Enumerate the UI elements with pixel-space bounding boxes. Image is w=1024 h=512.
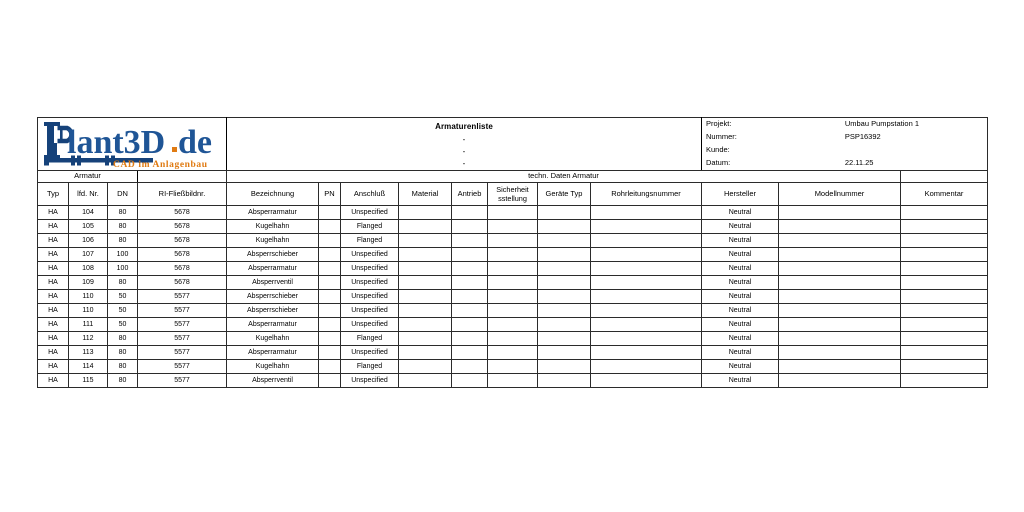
group-header-spacer-right xyxy=(901,171,988,183)
col-header-hersteller: Hersteller xyxy=(702,183,779,206)
cell-ri-nr: 5577 xyxy=(138,374,227,388)
cell-lfd-nr: 108 xyxy=(69,262,108,276)
cell-bezeichnung: Absperrarmatur xyxy=(227,346,319,360)
cell-antrieb xyxy=(452,360,488,374)
cell-dn: 80 xyxy=(108,220,138,234)
cell-rohrleitungsnummer xyxy=(591,346,702,360)
cell-kommentar xyxy=(901,248,988,262)
cell-hersteller: Neutral xyxy=(702,290,779,304)
cell-geraete-typ xyxy=(538,346,591,360)
cell-hersteller: Neutral xyxy=(702,248,779,262)
cell-sicherheitsstellung xyxy=(488,346,538,360)
logo-dot xyxy=(172,147,177,152)
cell-pn xyxy=(319,262,341,276)
cell-bezeichnung: Absperrventil xyxy=(227,276,319,290)
cell-sicherheitsstellung xyxy=(488,290,538,304)
cell-rohrleitungsnummer xyxy=(591,206,702,220)
page-title: Armaturenliste xyxy=(435,122,493,131)
cell-anschluss: Unspecified xyxy=(341,248,399,262)
col-header-anschluss: Anschluß xyxy=(341,183,399,206)
table-row[interactable] xyxy=(38,276,988,290)
cell-sicherheitsstellung xyxy=(488,304,538,318)
cell-anschluss: Unspecified xyxy=(341,290,399,304)
cell-bezeichnung: Absperrventil xyxy=(227,374,319,388)
cell-antrieb xyxy=(452,304,488,318)
cell-pn xyxy=(319,248,341,262)
cell-sicherheitsstellung xyxy=(488,276,538,290)
cell-antrieb xyxy=(452,346,488,360)
cell-bezeichnung: Absperrschieber xyxy=(227,304,319,318)
cell-sicherheitsstellung xyxy=(488,360,538,374)
cell-material xyxy=(399,206,452,220)
cell-lfd-nr: 109 xyxy=(69,276,108,290)
cell-hersteller: Neutral xyxy=(702,374,779,388)
cell-kommentar xyxy=(901,290,988,304)
cell-kommentar xyxy=(901,360,988,374)
cell-material xyxy=(399,290,452,304)
cell-lfd-nr: 105 xyxy=(69,220,108,234)
cell-pn xyxy=(319,206,341,220)
cell-dn: 50 xyxy=(108,290,138,304)
cell-pn xyxy=(319,234,341,248)
cell-material xyxy=(399,276,452,290)
cell-rohrleitungsnummer xyxy=(591,248,702,262)
col-header-material: Material xyxy=(399,183,452,206)
cell-modellnummer xyxy=(779,206,901,220)
cell-modellnummer xyxy=(779,234,901,248)
meta-row-datum xyxy=(702,157,987,170)
cell-modellnummer xyxy=(779,276,901,290)
cell-lfd-nr: 115 xyxy=(69,374,108,388)
cell-bezeichnung: Kugelhahn xyxy=(227,234,319,248)
title-line-2: - xyxy=(462,147,466,157)
meta-row-kunde xyxy=(702,144,987,157)
cell-geraete-typ xyxy=(538,220,591,234)
cell-antrieb xyxy=(452,276,488,290)
cell-sicherheitsstellung xyxy=(488,318,538,332)
cell-dn: 80 xyxy=(108,346,138,360)
cell-geraete-typ xyxy=(538,360,591,374)
cell-pn xyxy=(319,304,341,318)
cell-pn xyxy=(319,346,341,360)
cell-hersteller: Neutral xyxy=(702,276,779,290)
table-row[interactable] xyxy=(38,318,988,332)
title-line-1: - xyxy=(462,135,466,145)
cell-typ: HA xyxy=(38,360,69,374)
title-band-row xyxy=(38,118,988,171)
cell-anschluss: Flanged xyxy=(341,332,399,346)
cell-pn xyxy=(319,332,341,346)
cell-geraete-typ xyxy=(538,234,591,248)
cell-ri-nr: 5577 xyxy=(138,346,227,360)
col-header-geraete-typ: Geräte Typ xyxy=(538,183,591,206)
cell-anschluss: Unspecified xyxy=(341,262,399,276)
cell-modellnummer xyxy=(779,374,901,388)
meta-cell xyxy=(702,118,988,171)
cell-geraete-typ xyxy=(538,318,591,332)
cell-anschluss: Flanged xyxy=(341,360,399,374)
cell-lfd-nr: 104 xyxy=(69,206,108,220)
cell-dn: 80 xyxy=(108,206,138,220)
cell-ri-nr: 5577 xyxy=(138,318,227,332)
cell-dn: 100 xyxy=(108,262,138,276)
logo-cell xyxy=(38,118,227,171)
meta-value-nummer: PSP16392 xyxy=(844,132,881,142)
meta-value-projekt: Umbau Pumpstation 1 xyxy=(844,119,920,129)
cell-modellnummer xyxy=(779,248,901,262)
cell-lfd-nr: 112 xyxy=(69,332,108,346)
cell-lfd-nr: 106 xyxy=(69,234,108,248)
cell-typ: HA xyxy=(38,220,69,234)
cell-rohrleitungsnummer xyxy=(591,360,702,374)
table-row[interactable] xyxy=(38,346,988,360)
logo-tagline: CAD im Anlagenbau xyxy=(113,159,208,169)
cell-sicherheitsstellung xyxy=(488,248,538,262)
table-row[interactable] xyxy=(38,220,988,234)
cell-ri-nr: 5678 xyxy=(138,220,227,234)
title-cell xyxy=(227,118,702,171)
cell-lfd-nr: 114 xyxy=(69,360,108,374)
cell-material xyxy=(399,374,452,388)
cell-antrieb xyxy=(452,206,488,220)
cell-pn xyxy=(319,374,341,388)
cell-hersteller: Neutral xyxy=(702,262,779,276)
cell-anschluss: Unspecified xyxy=(341,276,399,290)
cell-ri-nr: 5678 xyxy=(138,248,227,262)
plant3d-logo xyxy=(38,119,226,170)
cell-hersteller: Neutral xyxy=(702,332,779,346)
col-header-ri-fliessbildnr: RI-Fließbildnr. xyxy=(138,183,227,206)
cell-hersteller: Neutral xyxy=(702,206,779,220)
cell-dn: 50 xyxy=(108,318,138,332)
cell-geraete-typ xyxy=(538,248,591,262)
cell-rohrleitungsnummer xyxy=(591,318,702,332)
table-row[interactable] xyxy=(38,248,988,262)
col-header-rohrleitungsnummer: Rohrleitungsnummer xyxy=(591,183,702,206)
cell-dn: 80 xyxy=(108,276,138,290)
table-row[interactable] xyxy=(38,304,988,318)
cell-hersteller: Neutral xyxy=(702,220,779,234)
cell-ri-nr: 5678 xyxy=(138,206,227,220)
group-header-techn-daten: techn. Daten Armatur xyxy=(227,171,901,183)
cell-dn: 50 xyxy=(108,304,138,318)
cell-modellnummer xyxy=(779,290,901,304)
cell-modellnummer xyxy=(779,346,901,360)
cell-pn xyxy=(319,276,341,290)
col-header-sicherheitsstellung xyxy=(488,183,538,206)
cell-typ: HA xyxy=(38,304,69,318)
meta-row-nummer xyxy=(702,131,987,144)
cell-antrieb xyxy=(452,220,488,234)
col-header-dn: DN xyxy=(108,183,138,206)
cell-geraete-typ xyxy=(538,262,591,276)
cell-typ: HA xyxy=(38,290,69,304)
cell-geraete-typ xyxy=(538,290,591,304)
meta-label-kunde: Kunde: xyxy=(706,145,730,155)
cell-anschluss: Unspecified xyxy=(341,318,399,332)
cell-kommentar xyxy=(901,220,988,234)
cell-bezeichnung: Kugelhahn xyxy=(227,332,319,346)
cell-bezeichnung: Absperrarmatur xyxy=(227,318,319,332)
cell-pn xyxy=(319,290,341,304)
group-header-spacer xyxy=(138,171,227,183)
pipe-letter-p-logo xyxy=(41,120,225,169)
cell-rohrleitungsnummer xyxy=(591,332,702,346)
cell-hersteller: Neutral xyxy=(702,360,779,374)
cell-lfd-nr: 107 xyxy=(69,248,108,262)
project-meta-table xyxy=(702,118,987,170)
cell-rohrleitungsnummer xyxy=(591,304,702,318)
cell-hersteller: Neutral xyxy=(702,318,779,332)
table-row[interactable] xyxy=(38,206,988,220)
cell-pn xyxy=(319,318,341,332)
cell-sicherheitsstellung xyxy=(488,262,538,276)
cell-material xyxy=(399,304,452,318)
col-header-sicherheitsstellung-line2: sstellung xyxy=(498,194,527,204)
cell-bezeichnung: Kugelhahn xyxy=(227,220,319,234)
cell-geraete-typ xyxy=(538,304,591,318)
cell-kommentar xyxy=(901,332,988,346)
cell-material xyxy=(399,332,452,346)
cell-pn xyxy=(319,220,341,234)
cell-kommentar xyxy=(901,276,988,290)
col-header-kommentar: Kommentar xyxy=(901,183,988,206)
meta-label-nummer: Nummer: xyxy=(706,132,737,142)
table-row[interactable] xyxy=(38,332,988,346)
column-header-row xyxy=(38,183,988,206)
cell-ri-nr: 5577 xyxy=(138,304,227,318)
meta-value-kunde xyxy=(843,144,987,157)
cell-anschluss: Unspecified xyxy=(341,206,399,220)
cell-ri-nr: 5678 xyxy=(138,276,227,290)
cell-antrieb xyxy=(452,262,488,276)
cell-typ: HA xyxy=(38,346,69,360)
col-header-typ: Typ xyxy=(38,183,69,206)
cell-ri-nr: 5577 xyxy=(138,360,227,374)
cell-typ: HA xyxy=(38,332,69,346)
title-line-3: - xyxy=(462,159,466,169)
cell-geraete-typ xyxy=(538,276,591,290)
cell-sicherheitsstellung xyxy=(488,220,538,234)
cell-typ: HA xyxy=(38,234,69,248)
cell-material xyxy=(399,248,452,262)
cell-kommentar xyxy=(901,346,988,360)
cell-rohrleitungsnummer xyxy=(591,290,702,304)
meta-value-datum: 22.11.25 xyxy=(844,158,874,168)
cell-ri-nr: 5678 xyxy=(138,262,227,276)
col-header-sicherheitsstellung-line1: Sicherheit xyxy=(496,185,529,195)
cell-material xyxy=(399,234,452,248)
cell-rohrleitungsnummer xyxy=(591,234,702,248)
cell-hersteller: Neutral xyxy=(702,304,779,318)
cell-material xyxy=(399,346,452,360)
meta-label-projekt: Projekt: xyxy=(706,119,732,129)
armaturenliste-table xyxy=(37,117,988,388)
col-header-bezeichnung: Bezeichnung xyxy=(227,183,319,206)
cell-geraete-typ xyxy=(538,206,591,220)
cell-lfd-nr: 110 xyxy=(69,304,108,318)
cell-rohrleitungsnummer xyxy=(591,262,702,276)
cell-antrieb xyxy=(452,374,488,388)
cell-typ: HA xyxy=(38,262,69,276)
cell-rohrleitungsnummer xyxy=(591,276,702,290)
cell-modellnummer xyxy=(779,332,901,346)
cell-kommentar xyxy=(901,262,988,276)
cell-bezeichnung: Absperrarmatur xyxy=(227,262,319,276)
cell-hersteller: Neutral xyxy=(702,234,779,248)
cell-antrieb xyxy=(452,248,488,262)
cell-modellnummer xyxy=(779,220,901,234)
cell-bezeichnung: Kugelhahn xyxy=(227,360,319,374)
cell-typ: HA xyxy=(38,248,69,262)
cell-material xyxy=(399,220,452,234)
cell-kommentar xyxy=(901,374,988,388)
table-row[interactable] xyxy=(38,262,988,276)
armaturenliste-sheet xyxy=(37,117,987,384)
cell-bezeichnung: Absperrschieber xyxy=(227,290,319,304)
table-row[interactable] xyxy=(38,234,988,248)
cell-kommentar xyxy=(901,206,988,220)
cell-antrieb xyxy=(452,318,488,332)
cell-kommentar xyxy=(901,234,988,248)
cell-material xyxy=(399,360,452,374)
cell-modellnummer xyxy=(779,318,901,332)
meta-row-projekt xyxy=(702,118,987,131)
cell-dn: 80 xyxy=(108,332,138,346)
cell-kommentar xyxy=(901,318,988,332)
cell-ri-nr: 5678 xyxy=(138,234,227,248)
cell-antrieb xyxy=(452,332,488,346)
cell-pn xyxy=(319,360,341,374)
group-header-row xyxy=(38,171,988,183)
cell-material xyxy=(399,262,452,276)
cell-material xyxy=(399,318,452,332)
cell-lfd-nr: 111 xyxy=(69,318,108,332)
logo-wordmark: lant3D xyxy=(67,123,166,161)
cell-sicherheitsstellung xyxy=(488,332,538,346)
cell-anschluss: Unspecified xyxy=(341,374,399,388)
cell-lfd-nr: 110 xyxy=(69,290,108,304)
col-header-pn: PN xyxy=(319,183,341,206)
cell-dn: 100 xyxy=(108,248,138,262)
cell-antrieb xyxy=(452,290,488,304)
cell-bezeichnung: Absperrarmatur xyxy=(227,206,319,220)
col-header-antrieb: Antrieb xyxy=(452,183,488,206)
col-header-lfd-nr: lfd. Nr. xyxy=(69,183,108,206)
cell-hersteller: Neutral xyxy=(702,346,779,360)
col-header-modellnummer: Modellnummer xyxy=(779,183,901,206)
cell-typ: HA xyxy=(38,206,69,220)
cell-sicherheitsstellung xyxy=(488,374,538,388)
cell-kommentar xyxy=(901,304,988,318)
cell-anschluss: Unspecified xyxy=(341,304,399,318)
logo-domain-suffix: de xyxy=(178,123,212,161)
cell-anschluss: Unspecified xyxy=(341,346,399,360)
cell-dn: 80 xyxy=(108,360,138,374)
cell-geraete-typ xyxy=(538,374,591,388)
table-row[interactable] xyxy=(38,290,988,304)
group-header-armatur: Armatur xyxy=(38,171,138,183)
table-row[interactable] xyxy=(38,360,988,374)
cell-bezeichnung: Absperrschieber xyxy=(227,248,319,262)
cell-typ: HA xyxy=(38,276,69,290)
cell-geraete-typ xyxy=(538,332,591,346)
cell-rohrleitungsnummer xyxy=(591,374,702,388)
cell-ri-nr: 5577 xyxy=(138,332,227,346)
cell-modellnummer xyxy=(779,262,901,276)
cell-anschluss: Flanged xyxy=(341,220,399,234)
cell-modellnummer xyxy=(779,304,901,318)
cell-ri-nr: 5577 xyxy=(138,290,227,304)
cell-dn: 80 xyxy=(108,234,138,248)
cell-lfd-nr: 113 xyxy=(69,346,108,360)
cell-typ: HA xyxy=(38,318,69,332)
cell-rohrleitungsnummer xyxy=(591,220,702,234)
cell-sicherheitsstellung xyxy=(488,234,538,248)
cell-anschluss: Flanged xyxy=(341,234,399,248)
table-row[interactable] xyxy=(38,374,988,388)
cell-dn: 80 xyxy=(108,374,138,388)
cell-antrieb xyxy=(452,234,488,248)
cell-sicherheitsstellung xyxy=(488,206,538,220)
cell-modellnummer xyxy=(779,360,901,374)
meta-label-datum: Datum: xyxy=(706,158,731,168)
cell-typ: HA xyxy=(38,374,69,388)
